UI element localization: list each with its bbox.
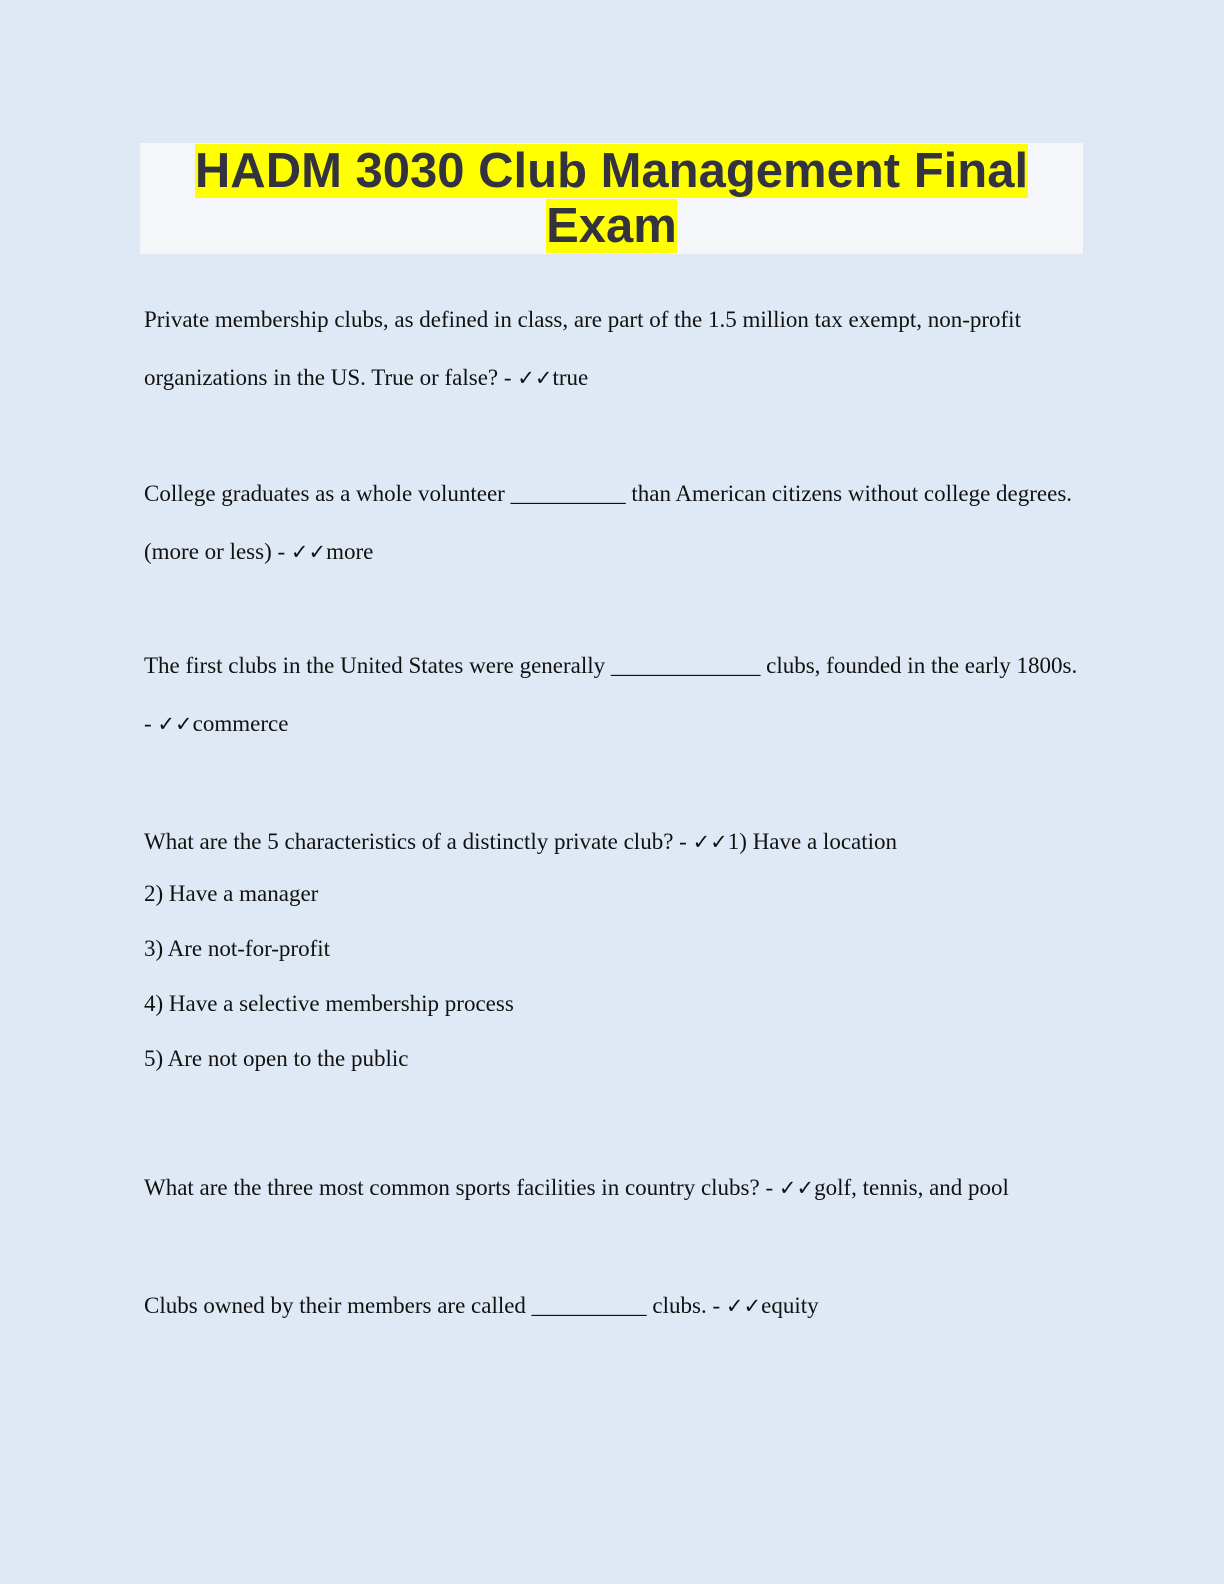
list-item: 4) Have a selective membership process bbox=[144, 991, 514, 1016]
checkmark-icon: ✓✓ bbox=[290, 540, 327, 564]
checkmark-icon: ✓✓ bbox=[692, 830, 728, 854]
checkmark-icon: ✓✓ bbox=[517, 366, 553, 390]
answer-text: more bbox=[326, 539, 374, 564]
title-banner bbox=[140, 143, 1083, 254]
question-text: Private membership clubs, as defined in class, are part of the 1.5 million tax exempt, non-profit organizations in the US. True or false? - bbox=[144, 307, 1021, 390]
list-item: 2) Have a manager bbox=[144, 881, 319, 906]
list-item: 3) Are not-for-profit bbox=[144, 936, 331, 961]
answer-text: equity bbox=[761, 1293, 819, 1318]
qa-item-5 bbox=[144, 1159, 1084, 1217]
question-text: What are the three most common sports facilities in country clubs? - bbox=[144, 1175, 779, 1200]
answer-text: golf, tennis, and pool bbox=[814, 1175, 1009, 1200]
document-title bbox=[140, 143, 1083, 254]
answer-text: commerce bbox=[192, 711, 289, 736]
question-text: Clubs owned by their members are called __________ clubs. - bbox=[144, 1293, 726, 1318]
checkmark-icon: ✓✓ bbox=[157, 712, 193, 736]
list-item: 5) Are not open to the public bbox=[144, 1046, 409, 1071]
qa-item-1 bbox=[144, 291, 1084, 407]
question-text: College graduates as a whole volunteer __________ than American citizens without college degrees. (more or less) - bbox=[144, 481, 1073, 564]
answer-text: true bbox=[552, 365, 589, 390]
title-highlight: HADM 3030 Club Management Final Exam bbox=[194, 144, 1029, 253]
checkmark-icon: ✓✓ bbox=[725, 1294, 762, 1318]
qa-item-2 bbox=[144, 465, 1084, 581]
qa-item-4 bbox=[144, 823, 1084, 1086]
question-text: What are the 5 characteristics of a distinctly private club? - bbox=[144, 829, 693, 854]
qa-item-3 bbox=[144, 637, 1084, 753]
checkmark-icon: ✓✓ bbox=[778, 1176, 815, 1200]
question-text: The first clubs in the United States were generally _____________ clubs, founded in the early 1800s. - bbox=[144, 653, 1078, 736]
answer-text: 1) Have a location bbox=[727, 829, 898, 854]
qa-item-6 bbox=[144, 1277, 1084, 1335]
